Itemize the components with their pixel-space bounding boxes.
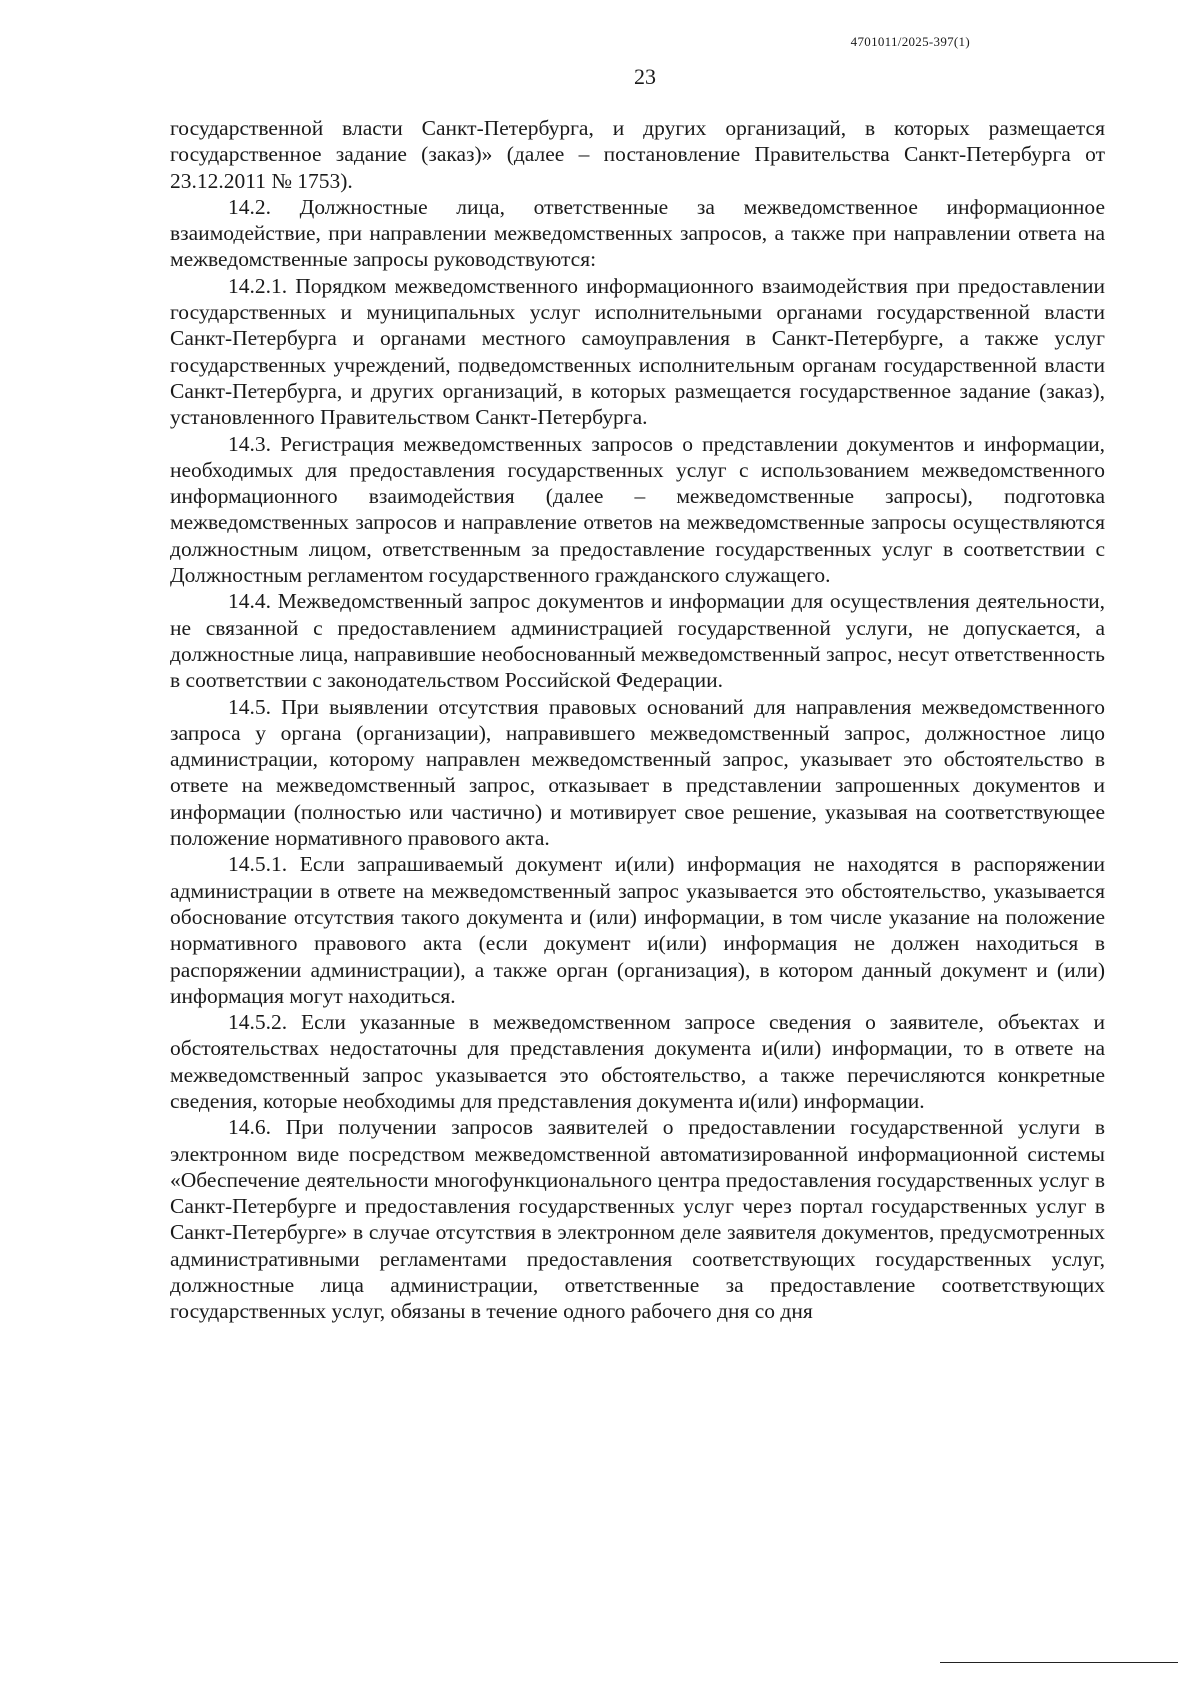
paragraph-continuation: государственной власти Санкт-Петербурга, и других организаций, в которых размещается государственное задание (заказ)» (далее – постановление Правительства Санкт-Петербурга от 23.12.2011 № 1753). [170, 116, 1105, 193]
paragraph-14-2-1: 14.2.1. Порядком межведомственного информационного взаимодействия при предоставлении государственных и муниципальных услуг исполнительными органами государственной власти Санкт-Петербурга и органами местного самоуправления в Санкт-Петербурге, а также услуг государственных учреждений, подведомственных исполнительным органам государственной власти Санкт-Петербурга, и других организаций, в которых размещается государственное задание (заказ), установленного Правительством Санкт-Петербурга. [170, 273, 1105, 430]
paragraph-14-3: 14.3. Регистрация межведомственных запросов о представлении документов и информации, необходимых для предоставления государственных услуг с использованием межведомственного информационного взаимодействия (далее – межведомственные запросы), подготовка межведомственных запросов и направление ответов на межведомственные запросы осуществляются должностным лицом, ответственным за предоставление государственных услуг в соответствии с Должностным регламентом государственного гражданского служащего. [170, 431, 1105, 588]
footer-divider [940, 1662, 1178, 1663]
paragraph-14-4: 14.4. Межведомственный запрос документов и информации для осуществления деятельности, не связанной с предоставлением администрацией государственной услуги, не допускается, а должностные лица, направившие необоснованный межведомственный запрос, несут ответственность в соответствии с законодательством Российской Федерации. [170, 589, 1105, 693]
paragraph-14-2: 14.2. Должностные лица, ответственные за межведомственное информационное взаимодействие, при направлении межведомственных запросов, а также при направлении ответа на межведомственные запросы руководствуются: [170, 194, 1105, 272]
paragraph-14-5: 14.5. При выявлении отсутствия правовых оснований для направления межведомственного запроса у органа (организации), направившего межведомственный запрос, должностное лицо администрации, которому направлен межведомственный запрос, указывает это обстоятельство в ответе на межведомственный запрос, отказывает в представлении запрошенных документов и информации (полностью или частично) и мотивирует свое решение, указывая на соответствующее положение нормативного правового акта. [170, 694, 1105, 851]
document-body [170, 115, 1105, 1325]
paragraph-14-6: 14.6. При получении запросов заявителей о предоставлении государственной услуги в электронном виде посредством межведомственной автоматизированной информационной системы «Обеспечение деятельности многофункционального центра предоставления государственных услуг в Санкт-Петербурге и предоставления государственных услуг через портал государственных услуг в Санкт-Петербурге» в случае отсутствия в электронном деле заявителя документов, предусмотренных административными регламентами предоставления соответствующих государственных услуг, должностные лица администрации, ответственные за предоставление соответствующих государственных услуг, обязаны в течение одного рабочего дня со дня [170, 1115, 1105, 1324]
paragraph-14-5-2: 14.5.2. Если указанные в межведомственном запросе сведения о заявителе, объектах и обстоятельствах недостаточны для представления документа и(или) информации, то в ответе на межведомственный запрос указывается это обстоятельство, а также перечисляются конкретные сведения, которые необходимы для представления документа и(или) информации. [170, 1010, 1105, 1113]
paragraph-14-5-1: 14.5.1. Если запрашиваемый документ и(или) информация не находятся в распоряжении администрации в ответе на межведомственный запрос указывается это обстоятельство, указывается обоснование отсутствия такого документа и (или) информации, в том числе указание на положение нормативного правового акта (если документ и(или) информация не должен находиться в распоряжении администрации), а также орган (организация), в котором данный документ и (или) информация могут находиться. [170, 852, 1105, 1008]
page-number: 23 [634, 64, 656, 89]
document-id: 4701011/2025-397(1) [850, 34, 970, 49]
